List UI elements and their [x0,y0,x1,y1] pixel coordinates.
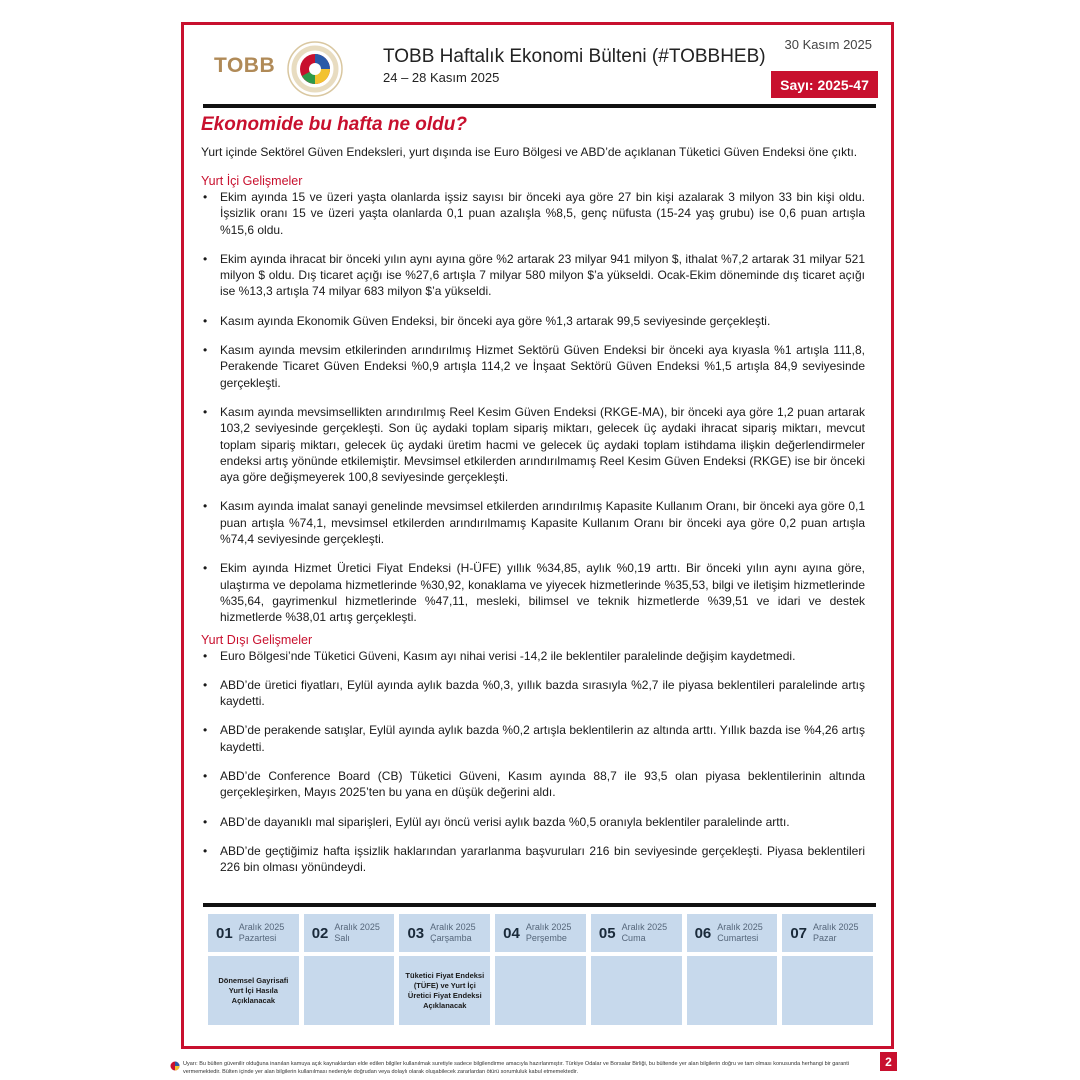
list-item: • Ekim ayında 15 ve üzeri yaşta olanlarda işsiz sayısı bir önceki aya göre 27 bin kişi azalarak 3 milyon 33 bin kişi oldu. İşsizlik oranı 15 ve üzeri yaşta olanlarda 0,1 puan azalışla %8,5, genç nüfusta (15-24 yaş grubu) ise 0,6 puan artışla %15,6 oldu. [201,189,865,238]
calendar-day-header [495,914,586,952]
day-month: Aralık 2025 [238,922,285,932]
calendar-day-header [304,914,395,952]
day-number: 04 [503,924,520,942]
calendar-day [495,914,586,1025]
list-item: • ABD’de dayanıklı mal siparişleri, Eylül ayı öncü verisi aylık bazda %0,5 oranıyla beklentiler paralelinde arttı. [201,814,865,830]
calendar-event: Dönemsel Gayrisafi Yurt İçi Hasıla Açıklanacak [208,956,299,1025]
calendar-day-header [687,914,778,952]
day-month: Aralık 2025 [717,922,763,932]
day-number: 06 [694,924,712,942]
list-item: • Euro Bölgesi’nde Tüketici Güveni, Kasım ayı nihai verisi -14,2 ile beklentiler paralelinde değişim kaydetmedi. [201,648,865,664]
calendar-day [687,914,778,1025]
issue-badge: Sayı: 2025-47 [771,71,878,98]
tobb-mini-logo-icon [170,1061,180,1071]
day-month: Aralık 2025 [334,922,380,932]
day-number: 02 [311,924,329,942]
page-heading: Ekonomide bu hafta ne oldu? [201,114,467,135]
day-month: Aralık 2025 [621,922,668,932]
disclaimer: Uyarı: Bu bülten güvenilir olduğuna inanılan kamuya açık kaynaklardan elde edilen bilgiler kullanılmak suretiyle sadece bilgilendirme amacıyla hazırlanmıştır. Türkiye Odalar ve Borsalar Birliği, bu bültende yer alan bilgilerin doğru ve tam olması konusunda herhangi bir garanti vermemektedir. Bülten içinde yer alan bilgilerin kullanılması nedeniyle doğrudan veya dolaylı olarak oluşabilecek zararlardan ötürü sorumluluk kabul etmemektedir. [183,1061,850,1075]
list-item: • Kasım ayında Ekonomik Güven Endeksi, bir önceki aya göre %1,3 artarak 99,5 seviyesinde gerçekleşti. [201,313,865,329]
calendar-day-header [208,914,299,952]
list-item: • ABD’de perakende satışlar, Eylül ayında aylık bazda %0,2 artışla beklentilerin az altında arttı. Yıllık bazda ise %4,26 artış kaydetti. [201,722,865,755]
calendar-day [399,914,490,1025]
calendar-event [495,956,586,1025]
bulletin-title: TOBB Haftalık Ekonomi Bülteni (#TOBBHEB) [383,46,766,67]
calendar-day-header [591,914,682,952]
list-item: • Kasım ayında mevsim etkilerinden arındırılmış Hizmet Sektörü Güven Endeksi bir önceki aya kıyasla %1 artışla 111,8, Perakende Ticaret Güven Endeksi %0,9 artışla 114,2 ve İnşaat Sektörü Güven Endeksi %1,5 artışla 84,9 seviyesinde gerçekleşti. [201,342,865,391]
list-item: • Kasım ayında imalat sanayi genelinde mevsimsel etkilerden arındırılmış Kapasite Kullanım Oranı, bir önceki aya göre 0,1 puan artışla %74,1, mevsimsel etkilerden arındırılmamış Kapasite Kullanım Oranı bir önceki aya göre 0,2 puan artışla %74,4 seviyesinde gerçekleşti. [201,498,865,547]
main-content [201,114,865,889]
day-weekday: Pazar [813,933,837,943]
calendar-day [304,914,395,1025]
date-range: 24 – 28 Kasım 2025 [383,70,500,85]
list-item: • Ekim ayında ihracat bir önceki yılın aynı ayına göre %2 artarak 23 milyar 941 milyon $, ithalat %7,2 artarak 31 milyar 521 milyon $ oldu. Dış ticaret açığı ise %27,6 artışla 7 milyar 580 milyon $’a yükseldi. Ocak-Ekim döneminde dış ticaret açığı ise %13,3 artışla 74 milyar 683 milyon $’a yükseldi. [201,251,865,300]
calendar-day [591,914,682,1025]
publish-date: 30 Kasım 2025 [784,37,872,52]
domestic-list [201,189,865,626]
list-item: • Kasım ayında mevsimsellikten arındırılmış Reel Kesim Güven Endeksi (RKGE-MA), bir önceki aya göre 1,2 puan artarak 103,2 seviyesinde gerçekleşti. Son üç aydaki toplam sipariş miktarı, gelecek üç aydaki ihracat sipariş miktarı, mevcut toplam sipariş miktarı, gelecek üç aydaki üretim hacmi ve gelecek üç aydaki toplam istihdama ilişkin değerlendirmeler endeksi artış yönünde etkilemiştir. Mevsimsel etkilerden arındırılmamış Reel Kesim Güven Endeksi (RKGE) ise bir önceki aya göre değişmeyerek 100,8 seviyesinde gerçekleşti. [201,404,865,485]
day-weekday: Çarşamba [430,933,472,943]
calendar-divider [203,903,876,907]
calendar-event [782,956,873,1025]
intro-paragraph: Yurt içinde Sektörel Güven Endeksleri, yurt dışında ise Euro Bölgesi ve ABD’de açıklanan Tüketici Güven Endeksi öne çıktı. [201,145,858,159]
calendar-day [208,914,299,1025]
day-weekday: Pazartesi [238,933,277,943]
calendar-day-header [782,914,873,952]
day-number: 01 [216,924,233,942]
page-number: 2 [880,1052,897,1071]
calendar-event: Tüketici Fiyat Endeksi (TÜFE) ve Yurt İçi Üretici Fiyat Endeksi Açıklanacak [399,956,490,1025]
calendar-day [782,914,873,1025]
day-weekday: Cumartesi [717,933,759,943]
day-weekday: Salı [334,933,350,943]
day-month: Aralık 2025 [813,922,859,932]
calendar-day-header [399,914,490,952]
calendar-event [687,956,778,1025]
day-number: 03 [407,924,425,942]
domestic-section-title: Yurt İçi Gelişmeler [201,174,303,188]
list-item: • ABD’de Conference Board (CB) Tüketici Güveni, Kasım ayında 88,7 ile 93,5 olan piyasa beklentilerinin altında gerçekleşirken, Mayıs 2025’ten bu yana en düşük değerini aldı. [201,768,865,801]
day-month: Aralık 2025 [430,922,476,932]
calendar-event [304,956,395,1025]
day-number: 07 [790,924,807,942]
list-item: • Ekim ayında Hizmet Üretici Fiyat Endeksi (H-ÜFE) yıllık %34,85, aylık %0,19 arttı. Bir önceki yılın aynı ayına göre, ulaştırma ve depolama hizmetlerinde %30,92, konaklama ve yiyecek hizmetlerinde %35,53, bilgi ve iletişim hizmetlerinde %35,64, gayrimenkul hizmetlerinde %47,11, mesleki, bilimsel ve teknik hizmetlerde %39,51 ve idari ve destek hizmetlerde %38,01 artış gerçekleşti. [201,560,865,625]
calendar-event [591,956,682,1025]
day-weekday: Cuma [621,933,646,943]
day-month: Aralık 2025 [525,922,572,932]
tobb-seal-icon [286,40,344,98]
foreign-section-title: Yurt Dışı Gelişmeler [201,632,313,647]
day-number: 05 [598,924,616,942]
header-divider [203,104,876,108]
weekly-calendar [208,914,873,1025]
foreign-list [201,648,865,876]
list-item: • ABD’de geçtiğimiz hafta işsizlik haklarından yararlanma başvuruları 216 bin seviyesinde gerçekleşti. Piyasa beklentileri 226 bin olması yönündeydi. [201,843,865,876]
logo-text: TOBB [214,54,276,77]
day-weekday: Perşembe [525,933,567,943]
list-item: • ABD’de üretici fiyatları, Eylül ayında aylık bazda %0,3, yıllık bazda sırasıyla %2,7 ile piyasa beklentileri paralelinde artış kaydetti. [201,677,865,710]
tobb-logo [214,40,344,98]
